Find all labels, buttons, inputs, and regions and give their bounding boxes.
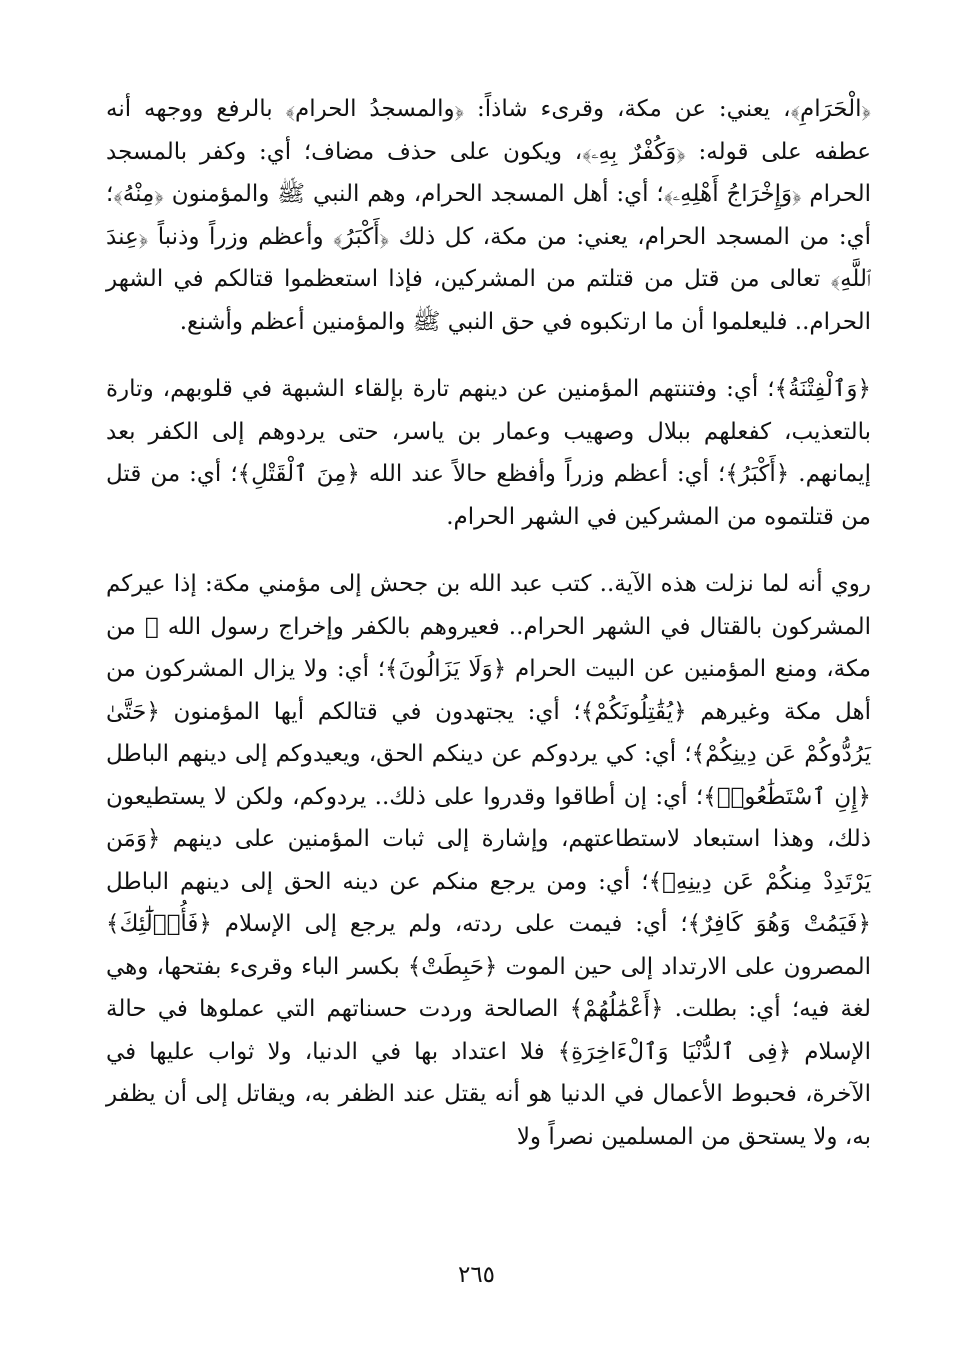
paragraph-1: ﴿الْحَرَامِ﴾، يعني: عن مكة، وقرىء شاذاً: ﴿والمسجدُ الحرام﴾ بالرفع ووجهه أنه عطفه على قوله: ﴿وَكُفْرٌ بِهِۦ﴾، ويكون على حذف مضاف؛ أي: وكفر بالمسجد الحرام ﴿وَإِخْرَاجُ أَهْلِهِۦ﴾؛ أي: أهل المسجد الحرام، وهم النبي ﷺ والمؤمنون ﴿مِنْهُ﴾؛ أي: من المسجد الحرام، يعني: من مكة، كل ذلك ﴿أَكْبَرُ﴾ وأعظم وزراً وذنباً ﴿عِندَ ٱللَّهِ﴾ تعالى من قتل من قتلتم من المشركين، فإذا استعظموا قتالكم في الشهر الحرام.. فليعلموا أن ما ارتكبوه في حق النبي ﷺ والمؤمنين أعظم وأشنع. [106, 96, 871, 335]
paragraph-3: روي أنه لما نزلت هذه الآية.. كتب عبد الله بن جحش إلى مؤمني مكة: إذا عيركم المشركون بالقتال في الشهر الحرام.. فعيروهم بالكفر وإخراج رسول الله ﷺ من مكة، ومنع المؤمنين عن البيت الحرام ﴿وَلَا يَزَالُونَ﴾؛ أي: ولا يزال المشركون من أهل مكة وغيرهم ﴿يُقَٰتِلُونَكُمْ﴾؛ أي: يجتهدون في قتالكم أيها المؤمنون ﴿حَتَّىٰ يَرُدُّوكُمْ عَن دِينِكُمْ﴾؛ أي: كي يردوكم عن دينكم الحق، ويعيدوكم إلى دينهم الباطل ﴿إِنِ ٱسْتَطَٰعُوا۟﴾؛ أي: إن أطاقوا وقدروا على ذلك.. يردوكم، ولكن لا يستطيعون ذلك، وهذا استبعاد لاستطاعتهم، وإشارة إلى ثبات المؤمنين على دينهم ﴿وَمَن يَرْتَدِدْ مِنكُمْ عَن دِينِهِۦ﴾؛ أي: ومن يرجع منكم عن دينه الحق إلى دينهم الباطل ﴿فَيَمُتْ وَهُوَ كَافِرٌ﴾؛ أي: فيمت على ردته، ولم يرجع إلى الإسلام ﴿فَأُو۟لَٰٓئِكَ﴾ المصرون على الارتداد إلى حين الموت ﴿حَبِطَتْ﴾ بكسر الباء وقرىء بفتحها، وهي لغة فيه؛ أي: بطلت. ﴿أَعْمَٰلُهُمْ﴾ الصالحة وردت حسناتهم التي عملوها في حالة الإسلام ﴿فِى ٱلدُّنْيَا وَٱلْءَاخِرَةِ﴾ فلا اعتداد بها في الدنيا، ولا ثواب عليها في الآخرة، فحبوط الأعمال في الدنيا هو أنه يقتل عند الظفر به، ويقاتل إلى أن يظفر به، ولا يستحق من المسلمين نصراً ولا [106, 571, 871, 1150]
paragraph-2: ﴿وَٱلْفِتْنَةُ﴾؛ أي: وفتنتهم المؤمنين عن دينهم تارة بإلقاء الشبهة في قلوبهم، وتارة بالتعذيب، كفعلهم ببلال وصهيب وعمار بن ياسر، حتى يردوهم إلى الكفر بعد إيمانهم. ﴿أَكْبَرُ﴾؛ أي: أعظم وزراً وأفظع حالاً عند الله ﴿مِنَ ٱلْقَتْلِ﴾؛ أي: من قتل من قتلتموه من المشركين في الشهر الحرام. [106, 376, 871, 530]
page-number: ٢٦٥ [457, 1262, 496, 1288]
